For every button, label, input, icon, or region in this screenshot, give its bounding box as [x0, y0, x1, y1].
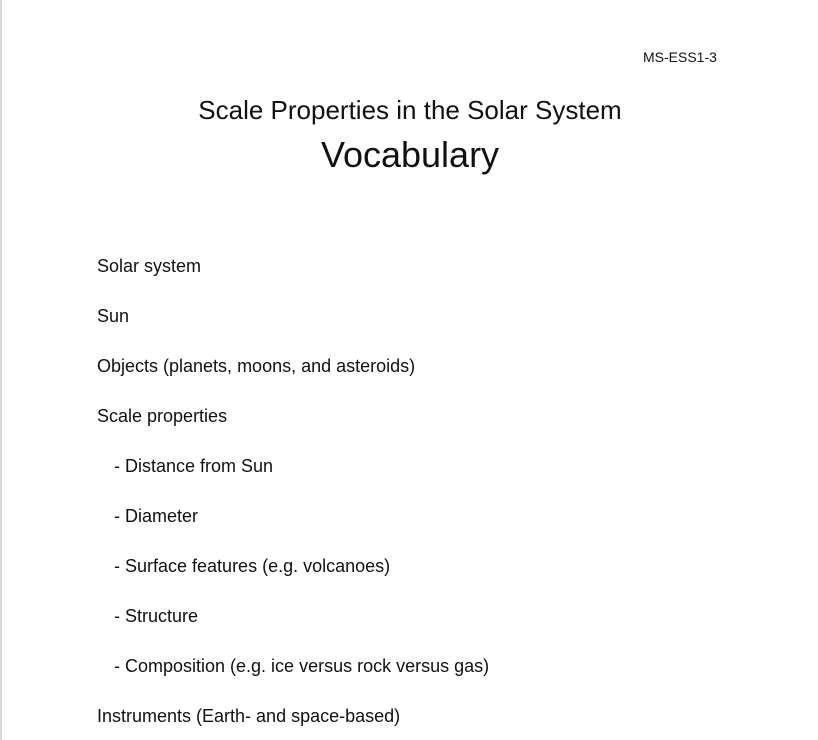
vocab-term-objects: Objects (planets, moons, and asteroids): [97, 356, 416, 376]
vocab-subterm-surface-features: - Surface features (e.g. volcanoes): [114, 556, 391, 576]
vocab-subterm-composition: - Composition (e.g. ice versus rock versus gas): [114, 656, 490, 676]
vocab-subterm-structure: - Structure: [114, 606, 199, 626]
document-subtitle: Scale Properties in the Solar System: [198, 95, 622, 125]
vocab-term-instruments: Instruments (Earth- and space-based): [97, 706, 401, 726]
document-title: Vocabulary: [320, 134, 500, 175]
vocab-term-sun: Sun: [97, 306, 130, 326]
document-page: [2, 0, 818, 740]
vocab-term-solar-system: Solar system: [97, 256, 202, 276]
vocabulary-list: [97, 253, 489, 740]
vocab-subterm-distance-from-sun: - Distance from Sun: [114, 456, 274, 476]
vocab-subterm-diameter: - Diameter: [114, 506, 199, 526]
vocab-term-scale-properties: Scale properties: [97, 406, 228, 426]
standard-code: MS-ESS1-3: [643, 49, 717, 65]
